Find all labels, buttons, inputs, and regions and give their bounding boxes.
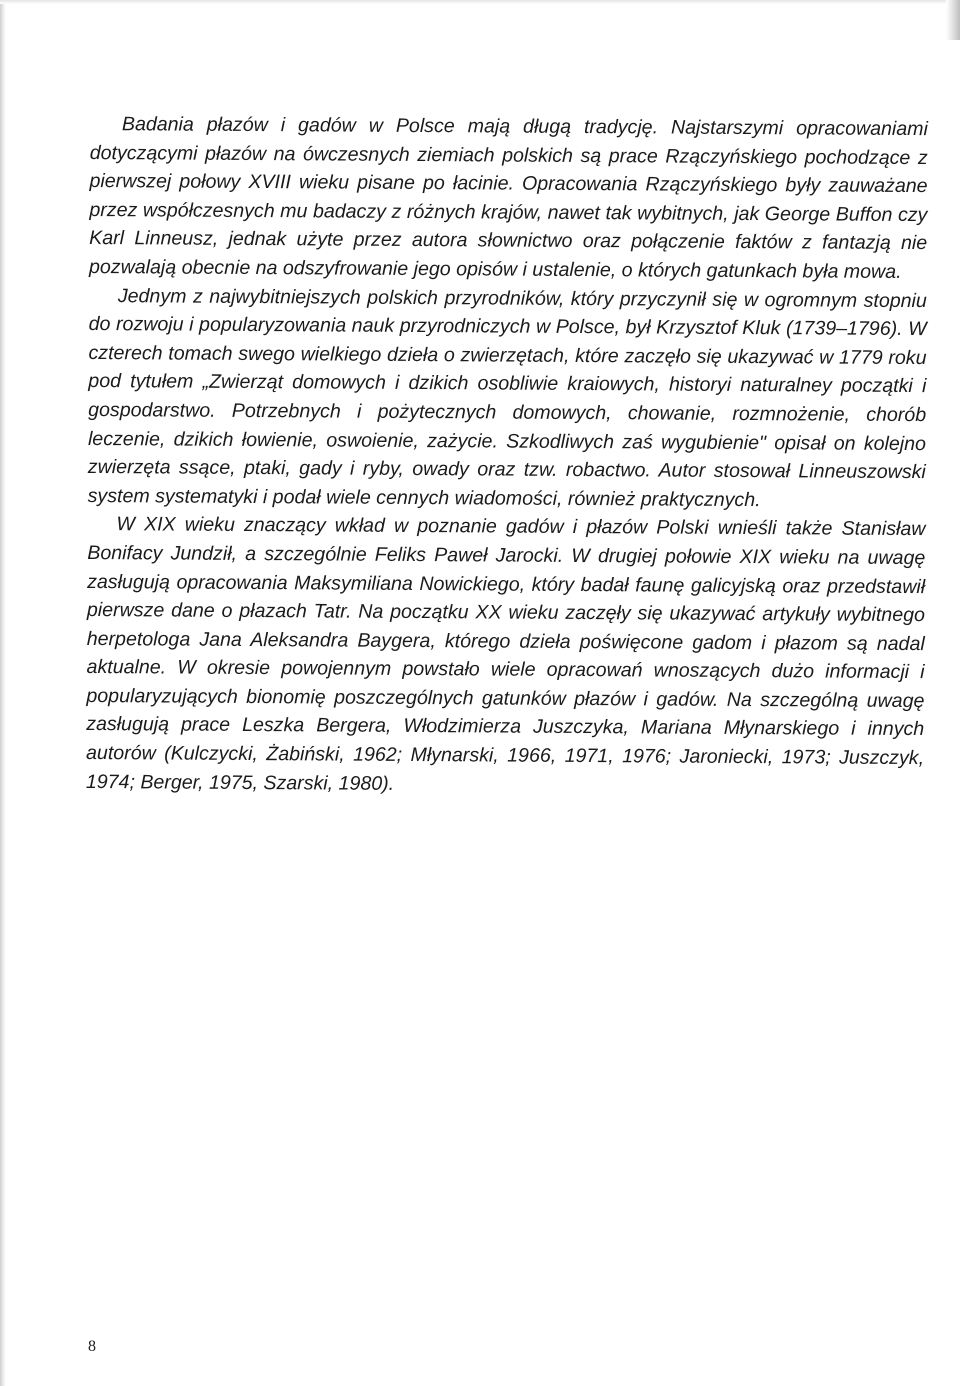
- paragraph-kluk: Jednym z najwybitniejszych polskich przyrodników, który przyczynił się w ogromnym stopniu do rozwoju i popularyzowania nauk przyrodniczych w Polsce, był Krzysztof Kluk (1739–1796). W czterech tomach swego wielkiego dzieła o zwierzętach, które zaczęło się ukazywać w 1779 roku pod tytułem „Zwierząt domowych i dzikich osobliwie kraiowych, historyi naturalney początki i gospodarstwo. Potrzebnych i pożytecznych domowych, chowanie, rozmnożenie, chorób leczenie, dzikich łowienie, oswoienie, zażycie. Szkodliwych zaś wygubienie" opisał on kolejno zwierzęta ssące, ptaki, gady i ryby, owady oraz tzw. robactwo. Autor stosował Linneuszowski system systematyki i podał wiele cennych wiadomości, również praktycznych.: [87, 284, 927, 511]
- scan-edge-right: [946, 0, 960, 40]
- scan-edge-top: [0, 0, 960, 4]
- paragraph-19th-century: W XIX wieku znaczący wkład w poznanie gadów i płazów Polski wnieśli także Stanisław Bonifacy Jundził, a szczególnie Feliks Paweł Jarocki. W drugiej połowie XIX wieku na uwagę zasługują opracowania Maksymiliana Nowickiego, który badał faunę galicyjską oraz przedstawił pierwsze dane o płazach Tatr. Na początku XX wieku zaczęły się ukazywać artykuły wybitnego herpetologa Jana Aleksandra Baygera, którego dzieła poświęcone gadom i płazom są nadal aktualne. W okresie powojennym powstało wiele opracowań wnoszących dużo informacji i popularyzujących bionomię poszczególnych gatunków płazów i gadów. Na szczególną uwagę zasługują prace Leszka Bergera, Włodzimierza Juszczyka, Mariana Młynarskiego i innych autorów (Kulczycki, Żabiński, 1962; Młynarski, 1966, 1971, 1976; Jaroniecki, 1973; Juszczyk, 1974; Berger, 1975, Szarski, 1980).: [85, 513, 926, 795]
- scan-edge-left: [0, 0, 6, 1386]
- page-number: 8: [88, 1338, 96, 1355]
- body-text: [86, 110, 928, 801]
- paragraph-intro: Badania płazów i gadów w Polsce mają długą tradycję. Najstarszymi opracowaniami dotyczącymi płazów na ówczesnych ziemiach polskich są prace Rzączyńskiego pochodzące z pierwszej połowy XVIII wieku pisane po łacinie. Opracowania Rzączyńskiego były zauważane przez współczesnych mu badaczy z różnych krajów, nawet tak wybitnych, jak George Buffon czy Karl Linneusz, jednak użyte przez autora słownictwo oraz połączenie faktów z fantazją nie pozwalają obecnie na odszyfrowanie jego opisów i ustalenie, o których gatunkach była mowa.: [88, 113, 928, 283]
